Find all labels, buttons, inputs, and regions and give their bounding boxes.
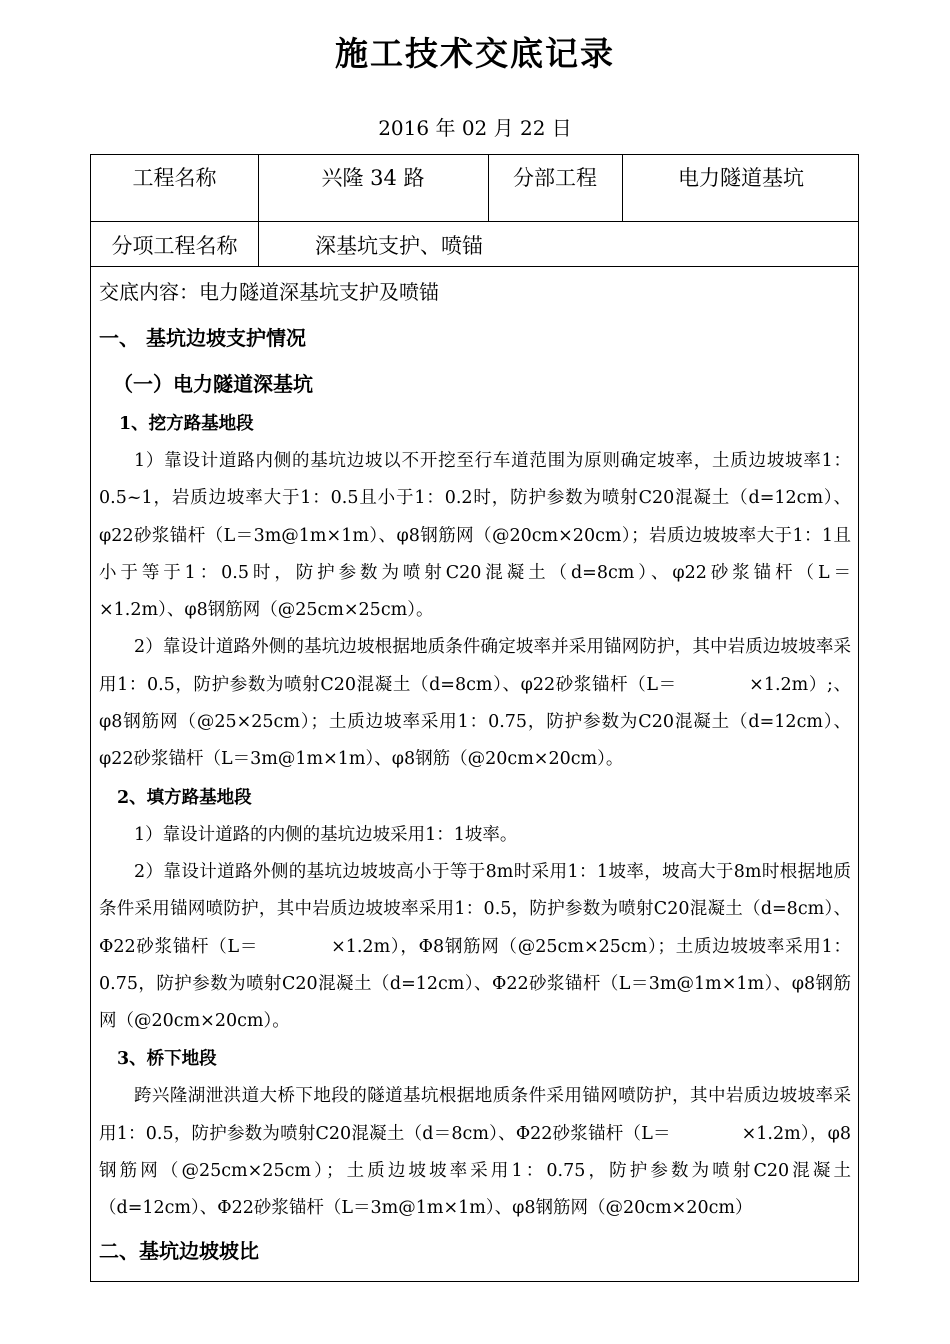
row-divider bbox=[91, 266, 858, 267]
paragraph: 2）靠设计道路外侧的基坑边坡根据地质条件确定坡率并采用锚网防护，其中岩质边坡坡率采用1：0.5，防护参数为喷射C20混凝土（d=8cm）、φ22砂浆锚杆（L＝ ×1.2m）;、φ8钢筋网（@25×25cm）；土质边坡率采用1：0.75，防护参数为C20混凝土（d=12cm）、φ22砂浆锚杆（L＝3m@1m×1m）、φ8钢筋（@20cm×20cm）。 bbox=[99, 637, 851, 770]
project-name-label: 工程名称 bbox=[132, 166, 217, 190]
page-title: 施工技术交底记录 bbox=[335, 34, 615, 73]
paragraph: 1）靠设计道路的内侧的基坑边坡采用1：1坡率。 bbox=[134, 824, 518, 845]
subitem-value: 深基坑支护、喷锚 bbox=[315, 234, 483, 258]
division-value: 电力隧道基坑 bbox=[678, 166, 804, 190]
paragraph: 跨兴隆湖泄洪道大桥下地段的隧道基坑根据地质条件采用锚网喷防护，其中岩质边坡坡率采用1：0.5，防护参数为喷射C20混凝土（d＝8cm）、Φ22砂浆锚杆（L＝ ×1.2m），φ8钢筋网（@25cm×25cm）；土质边坡坡率采用1：0.75，防护参数为喷射C20混凝土（d=12cm）、Φ22砂浆锚杆（L＝3m@1m×1m）、φ8钢筋网（@20cm×20cm） bbox=[99, 1086, 851, 1219]
item-heading: 1、挖方路基地段 bbox=[119, 414, 254, 434]
briefing-content bbox=[99, 269, 921, 1274]
paragraph: 2）靠设计道路外侧的基坑边坡坡高小于等于8m时采用1：1坡率，坡高大于8m时根据地质条件采用锚网喷防护，其中岩质边坡坡率采用1：0.5，防护参数为喷射C20混凝土（d=8cm）、Φ22砂浆锚杆（L＝ ×1.2m），Φ8钢筋网（@25cm×25cm）；土质边坡坡率采用1：0.75，防护参数为喷射C20混凝土（d=12cm）、Φ22砂浆锚杆（L＝3m@1m×1m）、φ8钢筋网（@20cm×20cm）。 bbox=[99, 861, 851, 1032]
section-heading: 一、 基坑边坡支护情况 bbox=[99, 326, 306, 350]
subsection-heading: （一）电力隧道深基坑 bbox=[113, 372, 313, 396]
item-heading: 2、填方路基地段 bbox=[117, 787, 252, 808]
content-intro: 交底内容：电力隧道深基坑支护及喷锚 bbox=[99, 280, 439, 304]
section-heading: 二、基坑边坡坡比 bbox=[99, 1238, 259, 1263]
item-heading: 3、桥下地段 bbox=[117, 1049, 217, 1070]
record-table bbox=[90, 154, 921, 1282]
document-date: 2016 年 02 月 22 日 bbox=[378, 116, 572, 140]
division-label: 分部工程 bbox=[513, 166, 597, 190]
subitem-label: 分项工程名称 bbox=[111, 234, 238, 258]
row-divider bbox=[91, 221, 858, 222]
project-name-value: 兴隆 34 路 bbox=[321, 166, 425, 190]
paragraph: 1）靠设计道路内侧的基坑边坡以不开挖至行车道范围为原则确定坡率，土质边坡坡率1：0.5~1，岩质边坡率大于1：0.5且小于1：0.2时，防护参数为喷射C20混凝土（d=12cm）、φ22砂浆锚杆（L＝3m@1m×1m）、φ8钢筋网（@20cm×20cm）；岩质边坡坡率大于1：1且小于等于1：0.5时，防护参数为喷射C20混凝土（d=8cm）、φ22砂浆锚杆（L＝ ×1.2m）、φ8钢筋网（@25cm×25cm）。 bbox=[99, 451, 921, 621]
